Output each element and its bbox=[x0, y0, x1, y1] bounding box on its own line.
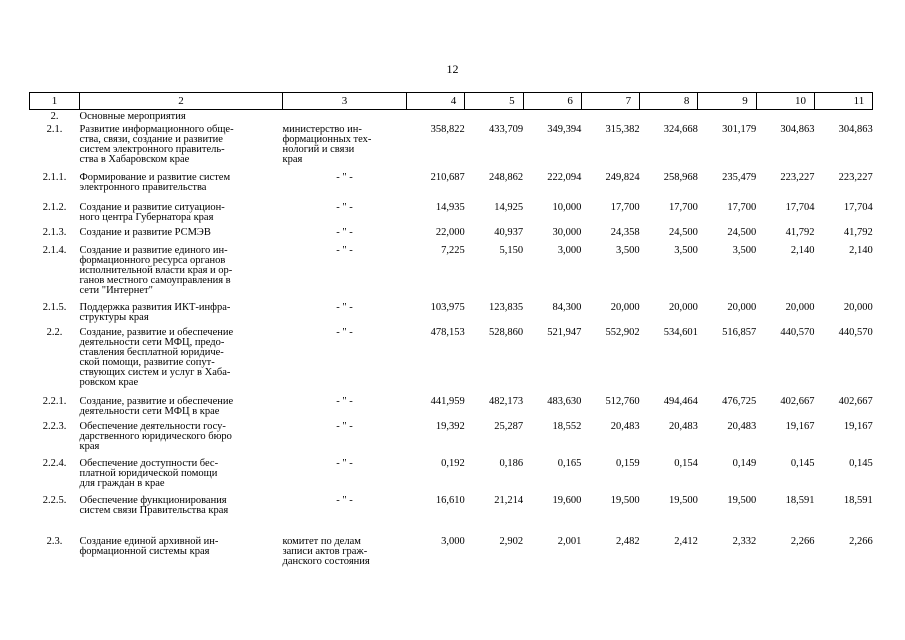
measure-name-line: Обеспечение функционирования bbox=[79, 494, 227, 506]
measures-table bbox=[29, 92, 873, 581]
measure-name-line: Развитие информационного обще- bbox=[79, 123, 234, 135]
value-cell: 20,000 bbox=[843, 301, 873, 313]
value-cell: 0,145 bbox=[849, 457, 873, 469]
measure-name-line: Обеспечение доступности бес- bbox=[79, 457, 219, 469]
value-cell: 3,500 bbox=[616, 244, 640, 256]
value-cell: 123,835 bbox=[488, 301, 524, 313]
measure-name-line: Создание и развитие РСМЭВ bbox=[79, 226, 211, 238]
value-cell: 534,601 bbox=[663, 326, 698, 338]
value-cell: 512,760 bbox=[605, 395, 640, 407]
value-cell: 2,412 bbox=[674, 535, 698, 547]
value-cell: 17,700 bbox=[727, 201, 757, 213]
value-cell: 315,382 bbox=[605, 123, 640, 135]
value-cell: 16,610 bbox=[435, 494, 465, 506]
column-header: 1 bbox=[30, 93, 80, 110]
value-cell: 25,287 bbox=[494, 420, 524, 432]
value-cell: 0,165 bbox=[557, 457, 582, 469]
value-cell: 223,227 bbox=[838, 171, 873, 183]
table-row bbox=[30, 495, 873, 529]
value-cell bbox=[523, 110, 581, 124]
table-row bbox=[30, 327, 873, 396]
measure-name bbox=[80, 458, 283, 495]
table-row bbox=[30, 529, 873, 581]
executor bbox=[283, 245, 407, 302]
row-number: 2.2.3. bbox=[42, 420, 67, 432]
value-cell: 476,725 bbox=[722, 395, 757, 407]
value-cell: 552,902 bbox=[605, 326, 640, 338]
value-cell: 20,000 bbox=[610, 301, 640, 313]
measure-name-line: платной юридической помощи bbox=[79, 467, 218, 479]
executor-line: записи актов граж- bbox=[282, 545, 368, 557]
value-cell: 17,700 bbox=[669, 201, 698, 213]
row-number: 2. bbox=[50, 111, 59, 122]
measure-name-line: деятельности сети МФЦ в крае bbox=[79, 405, 220, 417]
value-cell: 24,500 bbox=[727, 226, 757, 238]
row-number: 2.3. bbox=[46, 535, 63, 547]
value-cell: 41,792 bbox=[785, 226, 815, 238]
measure-name-line: Поддержка развития ИКТ-инфра- bbox=[79, 301, 231, 313]
row-number: 2.2. bbox=[46, 326, 63, 338]
measure-name-line: ства, связи, создание и развитие bbox=[79, 133, 223, 145]
row-number: 2.2.1. bbox=[42, 395, 67, 407]
measure-name-line: систем электронного правитель- bbox=[79, 143, 225, 155]
executor bbox=[283, 421, 407, 458]
value-cell: 30,000 bbox=[552, 226, 582, 238]
value-cell: 19,500 bbox=[727, 494, 757, 506]
executor-line: - " - bbox=[336, 395, 353, 407]
measure-name-line: края bbox=[79, 440, 100, 452]
value-cell: 223,227 bbox=[780, 171, 815, 183]
column-header: 3 bbox=[283, 93, 407, 110]
value-cell: 521,947 bbox=[547, 326, 582, 338]
value-cell: 249,824 bbox=[605, 171, 640, 183]
value-cell: 0,186 bbox=[499, 457, 524, 469]
executor-line: - " - bbox=[336, 494, 353, 506]
value-cell: 3,500 bbox=[732, 244, 757, 256]
executor bbox=[283, 396, 407, 421]
executor bbox=[283, 495, 407, 529]
executor bbox=[283, 458, 407, 495]
value-cell: 19,600 bbox=[552, 494, 582, 506]
row-number: 2.1.4. bbox=[42, 244, 67, 256]
value-cell bbox=[814, 110, 872, 124]
column-number-row bbox=[30, 93, 873, 110]
value-cell: 2,266 bbox=[790, 535, 815, 547]
value-cell: 10,000 bbox=[552, 201, 582, 213]
measure-name-line: формационной системы края bbox=[79, 545, 210, 557]
measure-name bbox=[80, 110, 283, 124]
measure-name bbox=[80, 202, 283, 227]
value-cell bbox=[407, 110, 465, 124]
measure-name-line: ганов местного самоуправления в bbox=[79, 274, 231, 286]
column-header: 9 bbox=[698, 93, 756, 110]
measure-name-line: Основные мероприятия bbox=[79, 111, 186, 122]
value-cell: 433,709 bbox=[488, 123, 524, 135]
value-cell: 440,570 bbox=[780, 326, 815, 338]
column-header: 8 bbox=[640, 93, 698, 110]
value-cell: 402,667 bbox=[838, 395, 873, 407]
executor-line: - " - bbox=[336, 420, 353, 432]
column-header: 6 bbox=[523, 93, 581, 110]
value-cell: 41,792 bbox=[843, 226, 873, 238]
measure-name bbox=[80, 172, 283, 202]
value-cell: 0,149 bbox=[732, 457, 757, 469]
value-cell: 17,700 bbox=[610, 201, 640, 213]
value-cell: 20,000 bbox=[669, 301, 698, 313]
value-cell: 2,482 bbox=[616, 535, 640, 547]
measure-name bbox=[80, 327, 283, 396]
executor-line: - " - bbox=[336, 171, 353, 183]
executor-line: комитет по делам bbox=[282, 535, 361, 547]
value-cell: 258,968 bbox=[663, 171, 698, 183]
value-cell: 440,570 bbox=[838, 326, 873, 338]
value-cell: 304,863 bbox=[838, 123, 873, 135]
value-cell: 18,591 bbox=[843, 494, 873, 506]
value-cell: 84,300 bbox=[552, 301, 582, 313]
value-cell: 24,358 bbox=[610, 226, 640, 238]
measure-name-line: электронного правительства bbox=[79, 181, 207, 193]
value-cell: 20,483 bbox=[669, 420, 698, 432]
value-cell: 0,145 bbox=[790, 457, 815, 469]
value-cell: 19,500 bbox=[610, 494, 640, 506]
table-row bbox=[30, 110, 873, 124]
value-cell: 14,935 bbox=[435, 201, 465, 213]
value-cell: 21,214 bbox=[494, 494, 524, 506]
value-cell: 2,140 bbox=[849, 244, 873, 256]
value-cell bbox=[465, 110, 523, 124]
value-cell: 304,863 bbox=[780, 123, 815, 135]
executor-line: формационных тех- bbox=[282, 133, 372, 145]
row-number: 2.2.5. bbox=[42, 494, 67, 506]
measure-name-line: Создание, развитие и обеспечение bbox=[79, 395, 234, 407]
value-cell: 19,500 bbox=[669, 494, 698, 506]
value-cell: 19,167 bbox=[843, 420, 873, 432]
executor-line: министерство ин- bbox=[282, 123, 362, 135]
measure-name-line: деятельности сети МФЦ, предо- bbox=[79, 336, 225, 348]
measure-name-line: исполнительной власти края и ор- bbox=[79, 264, 233, 276]
value-cell: 20,483 bbox=[727, 420, 757, 432]
value-cell: 2,140 bbox=[790, 244, 815, 256]
measure-name bbox=[80, 529, 283, 581]
value-cell: 235,479 bbox=[722, 171, 757, 183]
measure-name-line: ства в Хабаровском крае bbox=[79, 153, 190, 165]
column-header: 11 bbox=[814, 93, 872, 110]
value-cell: 0,192 bbox=[441, 457, 465, 469]
executor-line: края bbox=[282, 153, 303, 165]
value-cell: 19,167 bbox=[785, 420, 815, 432]
measure-name bbox=[80, 245, 283, 302]
value-cell: 248,862 bbox=[488, 171, 524, 183]
measure-name-line: дарственного юридического бюро bbox=[79, 430, 232, 442]
row-number: 2.1.3. bbox=[42, 226, 67, 238]
value-cell: 22,000 bbox=[435, 226, 465, 238]
value-cell: 494,464 bbox=[663, 395, 698, 407]
measure-name-line: Создание и развитие ситуацион- bbox=[79, 201, 225, 213]
value-cell: 482,173 bbox=[488, 395, 524, 407]
table-header bbox=[30, 93, 873, 110]
value-cell: 18,591 bbox=[785, 494, 815, 506]
table-body bbox=[30, 110, 873, 581]
executor bbox=[283, 172, 407, 202]
executor-line: данского состояния bbox=[282, 555, 370, 567]
column-header: 10 bbox=[756, 93, 814, 110]
page-number: 12 bbox=[446, 62, 459, 76]
value-cell: 17,704 bbox=[843, 201, 873, 213]
measure-name-line: Создание, развитие и обеспечение bbox=[79, 326, 234, 338]
row-number: 2.1.2. bbox=[42, 201, 67, 213]
measure-name-line: систем связи Правительства края bbox=[79, 504, 229, 516]
executor bbox=[283, 110, 407, 124]
column-header: 7 bbox=[581, 93, 639, 110]
measure-name bbox=[80, 124, 283, 172]
table-row bbox=[30, 245, 873, 302]
value-cell: 14,925 bbox=[494, 201, 524, 213]
measure-name bbox=[80, 495, 283, 529]
value-cell: 0,159 bbox=[616, 457, 640, 469]
value-cell: 2,902 bbox=[499, 535, 524, 547]
row-number: 2.1. bbox=[46, 123, 63, 135]
measure-name-line: ской помощи, развитие сопут- bbox=[79, 356, 215, 368]
measure-name bbox=[80, 421, 283, 458]
value-cell bbox=[640, 110, 698, 124]
value-cell: 402,667 bbox=[780, 395, 815, 407]
measure-name-line: ствующих систем и услуг в Хаба- bbox=[79, 366, 231, 378]
executor bbox=[283, 529, 407, 581]
table-row bbox=[30, 172, 873, 202]
value-cell: 3,500 bbox=[674, 244, 698, 256]
executor-line: - " - bbox=[336, 226, 353, 238]
measure-name-line: Обеспечение деятельности госу- bbox=[79, 420, 226, 432]
executor bbox=[283, 227, 407, 245]
value-cell: 3,000 bbox=[557, 244, 582, 256]
value-cell: 2,266 bbox=[849, 535, 873, 547]
value-cell: 222,094 bbox=[547, 171, 582, 183]
measure-name bbox=[80, 302, 283, 327]
value-cell bbox=[698, 110, 756, 124]
value-cell: 478,153 bbox=[430, 326, 465, 338]
executor bbox=[283, 302, 407, 327]
value-cell bbox=[581, 110, 639, 124]
table-row bbox=[30, 302, 873, 327]
value-cell: 40,937 bbox=[494, 226, 524, 238]
measure-name-line: Формирование и развитие систем bbox=[79, 171, 231, 183]
value-cell: 24,500 bbox=[669, 226, 698, 238]
executor-line: - " - bbox=[336, 326, 353, 338]
value-cell: 20,000 bbox=[785, 301, 815, 313]
measure-name-line: Создание единой архивной ин- bbox=[79, 535, 219, 547]
executor-line: - " - bbox=[336, 244, 353, 256]
measure-name-line: для граждан в крае bbox=[79, 477, 165, 489]
table-row bbox=[30, 421, 873, 458]
executor-line: - " - bbox=[336, 301, 353, 313]
value-cell: 103,975 bbox=[430, 301, 465, 313]
value-cell: 2,001 bbox=[557, 535, 582, 547]
executor-line: - " - bbox=[336, 457, 353, 469]
row-number: 2.1.5. bbox=[42, 301, 67, 313]
measure-name-line: формационного ресурса органов bbox=[79, 254, 226, 266]
value-cell: 7,225 bbox=[441, 244, 465, 256]
value-cell: 301,179 bbox=[722, 123, 757, 135]
value-cell: 528,860 bbox=[488, 326, 524, 338]
executor bbox=[283, 327, 407, 396]
measure-name-line: ровском крае bbox=[79, 376, 139, 388]
executor-line: - " - bbox=[336, 201, 353, 213]
measure-name-line: Создание и развитие единого ин- bbox=[79, 244, 228, 256]
value-cell: 349,394 bbox=[547, 123, 582, 135]
table-row bbox=[30, 124, 873, 172]
column-header: 5 bbox=[465, 93, 523, 110]
value-cell: 19,392 bbox=[435, 420, 465, 432]
executor-line: нологий и связи bbox=[282, 143, 355, 155]
executor bbox=[283, 124, 407, 172]
value-cell: 358,822 bbox=[430, 123, 465, 135]
value-cell: 0,154 bbox=[674, 457, 698, 469]
value-cell: 5,150 bbox=[499, 244, 524, 256]
measure-name-line: ного центра Губернатора края bbox=[79, 211, 214, 223]
value-cell: 18,552 bbox=[552, 420, 582, 432]
column-header: 2 bbox=[80, 93, 283, 110]
value-cell: 17,704 bbox=[785, 201, 815, 213]
value-cell: 20,483 bbox=[610, 420, 640, 432]
table-row bbox=[30, 227, 873, 245]
value-cell bbox=[756, 110, 814, 124]
measure-name bbox=[80, 227, 283, 245]
value-cell: 210,687 bbox=[430, 171, 465, 183]
measure-name-line: сети "Интернет" bbox=[79, 284, 153, 296]
row-number: 2.1.1. bbox=[42, 171, 67, 183]
measure-name-line: структуры края bbox=[79, 311, 149, 323]
value-cell: 324,668 bbox=[663, 123, 698, 135]
column-header: 4 bbox=[407, 93, 465, 110]
table-row bbox=[30, 202, 873, 227]
measure-name bbox=[80, 396, 283, 421]
value-cell: 441,959 bbox=[430, 395, 465, 407]
row-number: 2.2.4. bbox=[42, 457, 67, 469]
table-row bbox=[30, 458, 873, 495]
value-cell: 3,000 bbox=[441, 535, 465, 547]
value-cell: 2,332 bbox=[732, 535, 757, 547]
value-cell: 483,630 bbox=[547, 395, 582, 407]
executor bbox=[283, 202, 407, 227]
measure-name-line: ставления бесплатной юридиче- bbox=[79, 346, 224, 358]
value-cell: 516,857 bbox=[722, 326, 757, 338]
table-row bbox=[30, 396, 873, 421]
value-cell: 20,000 bbox=[727, 301, 757, 313]
